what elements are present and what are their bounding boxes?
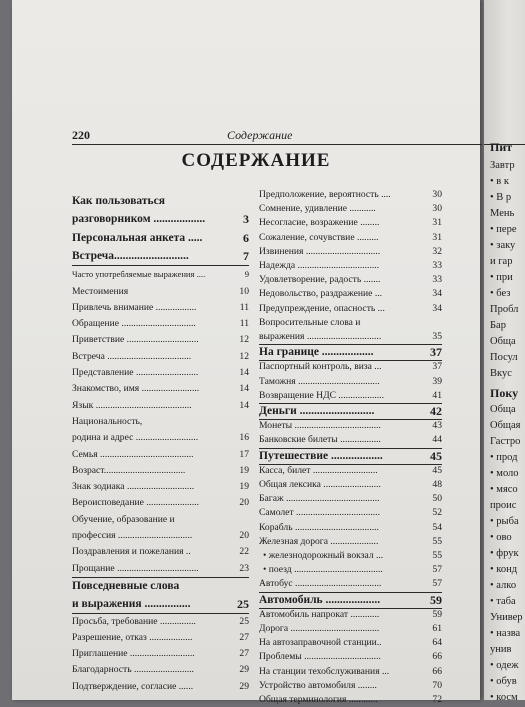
toc-entry-title: Извинения ...............................	[259, 245, 381, 257]
toc-entry	[72, 192, 249, 210]
toc-entry-page: 23	[239, 562, 249, 574]
toc-entry-page: 72	[432, 694, 442, 705]
toc-entry-page: 31	[432, 217, 442, 229]
toc-entry-title: Деньги ..........................	[259, 405, 375, 417]
toc-entry-title: На границе ..................	[259, 346, 374, 359]
right-page-fragment: • конд	[490, 564, 518, 575]
right-page-fragment: и гар	[490, 256, 513, 267]
toc-entry	[72, 447, 249, 463]
toc-entry-title: Возраст..................................	[72, 464, 186, 476]
toc-entry-title: Багаж .......................................	[259, 493, 380, 505]
toc-entry	[259, 302, 442, 316]
right-page-fragment: • фрук	[490, 548, 519, 559]
toc-entry-page: 29	[239, 680, 249, 692]
right-page-fragment: Мень	[490, 208, 515, 219]
toc-entry	[72, 210, 249, 228]
right-page-fragment: унив	[490, 644, 512, 655]
toc-entry-title: Дорога .....................................	[259, 623, 380, 634]
right-page-fragment: • моло	[490, 468, 519, 479]
toc-entry-page: 55	[432, 535, 442, 547]
toc-column-middle	[259, 188, 442, 705]
toc-entry	[259, 608, 442, 622]
right-page-fragment: • прод	[490, 452, 518, 463]
toc-entry-page: 11	[239, 318, 249, 330]
toc-entry	[259, 375, 442, 389]
toc-entry-page: 3	[243, 212, 249, 227]
toc-entry	[72, 679, 249, 695]
book-page-left	[12, 0, 480, 705]
right-page-fragment: Обща	[490, 404, 516, 415]
toc-entry	[72, 381, 249, 397]
toc-entry-title: Национальность,	[72, 415, 143, 427]
toc-entry	[72, 247, 249, 266]
right-page-fragment: Обща	[490, 336, 516, 347]
right-page-fragment: Завтр	[490, 160, 515, 171]
toc-entry-title: Несогласие, возражение ........	[259, 217, 380, 229]
toc-entry-page: 33	[432, 274, 442, 286]
toc-entry	[72, 300, 249, 316]
toc-entry-page: 31	[432, 231, 442, 243]
toc-entry-page: 32	[432, 245, 442, 257]
toc-entry-page: 7	[243, 248, 249, 263]
toc-entry	[72, 614, 249, 630]
toc-entry-page: 14	[239, 383, 249, 395]
toc-entry-title: Встреча ...................................	[72, 350, 192, 362]
toc-entry-title: Сомнение, удивление ...........	[259, 203, 376, 215]
right-page-fragment: • рыба	[490, 516, 519, 527]
toc-entry-page: 48	[432, 479, 442, 490]
toc-entry	[259, 216, 442, 230]
toc-entry	[259, 592, 442, 609]
toc-entry-title: Привлечь внимание .................	[72, 301, 197, 313]
right-page-fragment: • В р	[490, 192, 512, 203]
toc-entry-title: Подтверждение, согласие ......	[72, 680, 194, 692]
toc-entry-title: Самолет ...................................	[259, 507, 380, 519]
toc-entry-title: Устройство автомобиля ........	[259, 679, 377, 691]
toc-entry	[259, 650, 442, 664]
toc-entry-page: 19	[239, 464, 249, 476]
toc-entry-page: 29	[239, 664, 249, 676]
right-page-fragment: • одеж	[490, 660, 519, 671]
toc-entry-title: Язык ........................................	[72, 399, 192, 411]
toc-entry-title: Просьба, требование ...............	[72, 615, 196, 627]
toc-entry-page: 66	[432, 651, 442, 663]
toc-entry-title: Знак зодиака ............................	[72, 481, 195, 493]
toc-entry-page: 37	[430, 345, 442, 360]
right-page-fragment: проис	[490, 500, 517, 511]
toc-entry	[259, 549, 442, 563]
right-page-fragment: Гастро	[490, 436, 521, 447]
toc-entry	[259, 448, 442, 465]
toc-entry-page: 57	[432, 578, 442, 590]
toc-entry-page: 34	[432, 288, 442, 300]
toc-entry-page: 14	[239, 367, 249, 378]
toc-entry	[259, 478, 442, 492]
toc-entry	[72, 479, 249, 495]
toc-entry-title: Приглашение ...........................	[72, 648, 195, 660]
toc-entry-title: Автомобиль напрокат ............	[259, 608, 380, 620]
toc-entry	[72, 561, 249, 578]
toc-entry-title: Встреча..........................	[72, 249, 189, 262]
toc-entry-title: Путешествие ..................	[259, 449, 383, 462]
right-page-fragment: Пробл	[490, 304, 519, 315]
toc-entry	[259, 433, 442, 448]
toc-entry	[259, 202, 442, 216]
toc-entry-title: Общая лексика ........................	[259, 479, 381, 490]
toc-entry-page: 11	[239, 301, 249, 313]
toc-entry-page: 20	[239, 530, 249, 541]
toc-entry	[259, 419, 442, 433]
toc-entry	[259, 188, 442, 202]
toc-entry-title: Обучение, образование и	[72, 513, 175, 525]
toc-entry	[259, 679, 442, 693]
toc-entry	[259, 330, 442, 345]
toc-entry-page: 6	[243, 230, 249, 245]
right-page-fragment: Пит	[490, 140, 513, 154]
toc-entry-page: 16	[239, 432, 249, 444]
toc-entry-title: Недовольство, раздражение ...	[259, 288, 383, 300]
page-number: 220	[72, 128, 90, 142]
toc-entry	[72, 398, 249, 414]
toc-entry	[259, 492, 442, 506]
toc-entry	[259, 360, 442, 374]
toc-entry-title: Часто употребляемые выражения ....	[72, 269, 206, 280]
right-page-fragment: • при	[490, 272, 513, 283]
toc-entry	[259, 344, 442, 361]
toc-entry-title: Железная дорога ....................	[259, 535, 379, 547]
toc-entry	[259, 464, 442, 478]
right-page-fragment: • мясо	[490, 484, 518, 495]
right-page-fragment: • обув	[490, 676, 517, 687]
toc-entry-title: Поздравления и пожелания ..	[72, 546, 191, 558]
toc-entry-title: Предположение, вероятность ....	[259, 189, 391, 200]
toc-entry	[72, 495, 249, 511]
right-page-fragment: Поку	[490, 386, 519, 400]
page-title: СОДЕРЖАНИЕ	[181, 150, 331, 171]
toc-entry-title: Касса, билет ...........................	[259, 464, 378, 476]
toc-entry-page: 19	[239, 481, 249, 493]
toc-entry-title: Местоимения	[72, 285, 129, 297]
toc-entry	[259, 389, 442, 404]
right-page-fragment: • без	[490, 288, 511, 299]
toc-entry	[259, 535, 442, 549]
toc-entry	[259, 273, 442, 287]
toc-entry-page: 45	[432, 464, 442, 476]
toc-entry	[259, 403, 442, 420]
right-page-fragment: Общая	[490, 420, 521, 431]
toc-entry-title: Надежда ..................................	[259, 260, 380, 271]
toc-entry-title: Представление ..........................	[72, 367, 199, 378]
toc-entry	[259, 245, 442, 259]
toc-entry-page: 66	[432, 665, 442, 677]
toc-entry-page: 34	[432, 302, 442, 314]
toc-entry	[72, 662, 249, 678]
toc-entry-page: 10	[239, 285, 249, 297]
toc-entry-title: Возвращение НДС ...................	[259, 389, 384, 401]
toc-entry-title: Сожаление, сочувствие .........	[259, 231, 379, 243]
toc-entry	[259, 316, 442, 330]
toc-entry	[72, 229, 249, 247]
toc-entry	[259, 231, 442, 245]
right-page-fragment: Универ	[490, 612, 523, 623]
right-page-fragment: • назва	[490, 628, 521, 639]
right-page-fragment: Посул	[490, 352, 518, 363]
toc-entry-title: Монеты ....................................	[259, 420, 381, 432]
toc-entry-title: Семья .......................................	[72, 448, 194, 460]
toc-entry-title: Персональная анкета .....	[72, 231, 203, 244]
toc-entry-page: 27	[239, 648, 249, 660]
toc-column-left	[72, 192, 249, 692]
toc-entry-title: Вероисповедание ......................	[72, 497, 200, 509]
toc-entry	[259, 506, 442, 520]
right-page-fragment: • алко	[490, 580, 517, 591]
toc-entry-page: 33	[432, 260, 442, 271]
toc-entry	[259, 665, 442, 679]
toc-entry-page: 44	[432, 434, 442, 446]
toc-entry	[72, 577, 249, 595]
toc-entry-page: 70	[432, 679, 442, 691]
toc-entry	[259, 521, 442, 535]
toc-entry-title: Банковские билеты .................	[259, 434, 381, 446]
toc-entry-page: 12	[239, 334, 249, 346]
toc-entry	[259, 622, 442, 636]
toc-entry	[72, 463, 249, 479]
toc-entry	[259, 636, 442, 650]
right-page-fragment: • заку	[490, 240, 516, 251]
toc-entry	[72, 284, 249, 300]
toc-entry-page: 27	[239, 631, 249, 643]
running-section-title: Содержание	[227, 128, 293, 142]
toc-entry-title: Благодарность .........................	[72, 664, 194, 676]
toc-entry-title: Знакомство, имя ........................	[72, 383, 200, 395]
toc-entry-page: 43	[432, 420, 442, 432]
toc-entry-page: 14	[239, 399, 249, 411]
toc-entry-title: На автозаправочной станции..	[259, 637, 382, 649]
toc-entry-title: Удовлетворение, радость .......	[259, 274, 381, 286]
toc-entry-title: Разрешение, отказ ..................	[72, 631, 193, 643]
toc-entry-title: Паспортный контроль, виза ...	[259, 361, 382, 373]
toc-entry-page: 42	[430, 404, 442, 418]
toc-entry	[72, 349, 249, 365]
toc-entry-page: 20	[239, 497, 249, 509]
toc-entry-page: 59	[432, 608, 442, 620]
toc-entry-title: • поезд .....................................	[263, 564, 383, 576]
toc-entry	[72, 332, 249, 348]
toc-entry-page: 30	[432, 203, 442, 215]
toc-entry-title: • железнодорожный вокзал ...	[263, 550, 384, 561]
toc-entry-page: 61	[432, 623, 442, 634]
toc-entry	[72, 365, 249, 381]
toc-entry-title: Общая терминология ............	[259, 694, 378, 705]
right-page-fragment: Вкус	[490, 368, 512, 379]
toc-entry-page: 45	[430, 448, 442, 463]
toc-entry-page: 54	[432, 521, 442, 533]
toc-entry-page: 9	[244, 269, 249, 280]
toc-entry-title: Приветствие ..............................	[72, 334, 199, 346]
toc-entry-title: и выражения ................	[72, 598, 191, 611]
toc-entry	[259, 259, 442, 273]
toc-entry	[259, 563, 442, 577]
right-page-fragment: • таба	[490, 596, 516, 607]
right-page-fragment: • косм	[490, 692, 518, 700]
toc-entry-page: 12	[239, 350, 249, 362]
toc-entry-title: Корабль ...................................	[259, 521, 379, 533]
toc-entry-title: Проблемы ................................	[259, 651, 381, 663]
toc-entry-page: 41	[432, 389, 442, 401]
toc-entry	[72, 265, 249, 283]
toc-entry-title: выражения ...............................	[259, 331, 382, 342]
toc-entry-page: 57	[432, 564, 442, 576]
toc-entry-page: 17	[239, 448, 249, 460]
toc-entry-title: Таможня ..................................	[259, 375, 380, 387]
toc-entry	[72, 630, 249, 646]
toc-entry-title: Автобус ....................................	[259, 578, 382, 590]
toc-entry	[259, 693, 442, 707]
toc-entry	[72, 528, 249, 544]
toc-entry	[259, 287, 442, 301]
right-page-fragment: • в к	[490, 176, 509, 187]
toc-entry-page: 59	[430, 592, 442, 607]
toc-entry-title: Прощание ..................................	[72, 562, 199, 574]
toc-entry-title: Автомобиль ...................	[259, 593, 381, 606]
toc-entry-page: 25	[239, 615, 249, 627]
toc-entry-page: 22	[239, 546, 249, 558]
book-page-right-edge	[484, 0, 525, 700]
running-header	[72, 128, 482, 145]
toc-entry-title: Повседневные слова	[72, 579, 180, 592]
toc-entry	[72, 595, 249, 614]
right-page-fragment: • пере	[490, 224, 517, 235]
toc-entry	[72, 414, 249, 430]
toc-entry-title: Вопросительные слова и	[259, 316, 361, 328]
toc-entry-page: 39	[432, 375, 442, 387]
toc-entry-page: 30	[432, 189, 442, 200]
toc-entry-title: Предупреждение, опасность ...	[259, 302, 385, 314]
toc-entry-page: 35	[432, 331, 442, 342]
toc-entry	[72, 430, 249, 446]
toc-entry	[72, 316, 249, 332]
toc-entry	[72, 512, 249, 528]
toc-entry-page: 64	[432, 637, 442, 649]
toc-entry-page: 37	[432, 361, 442, 373]
toc-entry	[72, 544, 249, 560]
toc-entry-page: 52	[432, 507, 442, 519]
right-page-fragment: Бар	[490, 320, 506, 331]
toc-entry-page: 50	[432, 493, 442, 505]
toc-entry-page: 55	[432, 550, 442, 561]
toc-entry-title: профессия ...............................	[72, 530, 193, 541]
toc-entry-page: 25	[237, 597, 249, 612]
toc-entry	[72, 646, 249, 662]
toc-entry-title: родина и адрес ..........................	[72, 432, 199, 444]
toc-entry-title: разговорником ..................	[72, 213, 206, 226]
toc-entry	[259, 577, 442, 592]
toc-entry-title: Как пользоваться	[72, 195, 165, 207]
toc-entry-title: На станции техобслуживания ...	[259, 665, 390, 677]
right-page-fragment: • ово	[490, 532, 512, 543]
toc-entry-title: Обращение ...............................	[72, 318, 196, 330]
